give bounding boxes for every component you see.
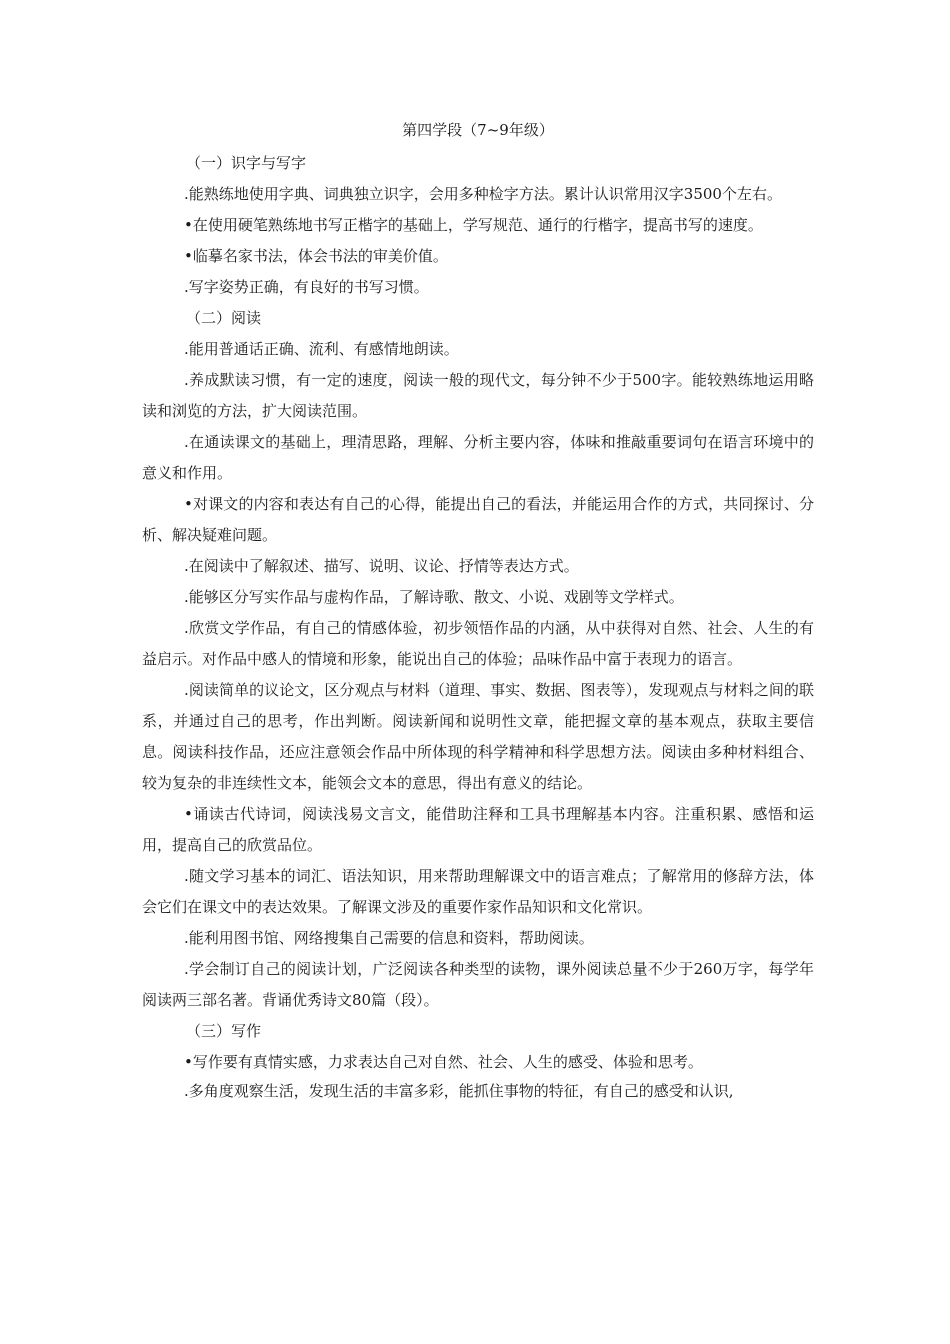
paragraph: .能够区分写实作品与虚构作品，了解诗歌、散文、小说、戏剧等文学样式。 <box>184 588 684 606</box>
paragraph: .阅读简单的议论文，区分观点与材料（道理、事实、数据、图表等），发现观点与材料之间的联系，并通过自己的思考，作出判断。阅读新闻和说明性文章，能把握文章的基本观点，获取主要信息。阅读科技作品，还应注意领会作品中所体现的科学精神和科学思想方法。阅读由多种材料组合、较为复杂的非连续性文本，能领会文本的意思，得出有意义的结论。 <box>142 681 814 792</box>
paragraph: .写字姿势正确，有良好的书写习惯。 <box>184 278 429 296</box>
paragraph: .养成默读习惯，有一定的速度，阅读一般的现代文，每分钟不少于500字。能较熟练地运用略读和浏览的方法，扩大阅读范围。 <box>142 371 814 420</box>
paragraph: •写作要有真情实感，力求表达自己对自然、社会、人生的感受、体验和思考。 <box>184 1053 703 1071</box>
paragraph: .欣赏文学作品，有自己的情感体验，初步领悟作品的内涵，从中获得对自然、社会、人生的有益启示。对作品中感人的情境和形象，能说出自己的体验；品味作品中富于表现力的语言。 <box>142 619 814 668</box>
document-page <box>142 115 814 1107</box>
paragraph: •诵读古代诗词，阅读浅易文言文，能借助注释和工具书理解基本内容。注重积累、感悟和运用，提高自己的欣赏品位。 <box>142 805 814 854</box>
paragraph: •在使用硬笔熟练地书写正楷字的基础上，学写规范、通行的行楷字，提高书写的速度。 <box>184 216 763 234</box>
page-title: 第四学段（7~9年级） <box>402 121 554 139</box>
section-heading-writing: （三）写作 <box>186 1022 262 1040</box>
paragraph: .学会制订自己的阅读计划，广泛阅读各种类型的读物，课外阅读总量不少于260万字，每学年阅读两三部名著。背诵优秀诗文80篇（段）。 <box>142 960 814 1009</box>
paragraph: .能熟练地使用字典、词典独立识字，会用多种检字方法。累计认识常用汉字3500个左右。 <box>184 185 782 203</box>
paragraph: .在阅读中了解叙述、描写、说明、议论、抒情等表达方式。 <box>184 557 579 575</box>
paragraph: .能利用图书馆、网络搜集自己需要的信息和资料，帮助阅读。 <box>184 929 594 947</box>
section-heading-reading: （二）阅读 <box>186 309 262 327</box>
section-heading-literacy: （一）识字与写字 <box>186 154 307 172</box>
paragraph: •对课文的内容和表达有自己的心得，能提出自己的看法，并能运用合作的方式，共同探讨、分析、解决疑难问题。 <box>142 495 814 544</box>
paragraph: •临摹名家书法，体会书法的审美价值。 <box>184 247 448 265</box>
paragraph: .能用普通话正确、流利、有感情地朗读。 <box>184 340 459 358</box>
paragraph: .随文学习基本的词汇、语法知识，用来帮助理解课文中的语言难点；了解常用的修辞方法，体会它们在课文中的表达效果。了解课文涉及的重要作家作品知识和文化常识。 <box>142 867 814 916</box>
paragraph: .多角度观察生活，发现生活的丰富多彩，能抓住事物的特征，有自己的感受和认识, <box>184 1082 734 1100</box>
paragraph: .在通读课文的基础上，理清思路，理解、分析主要内容，体味和推敲重要词句在语言环境中的意义和作用。 <box>142 433 814 482</box>
